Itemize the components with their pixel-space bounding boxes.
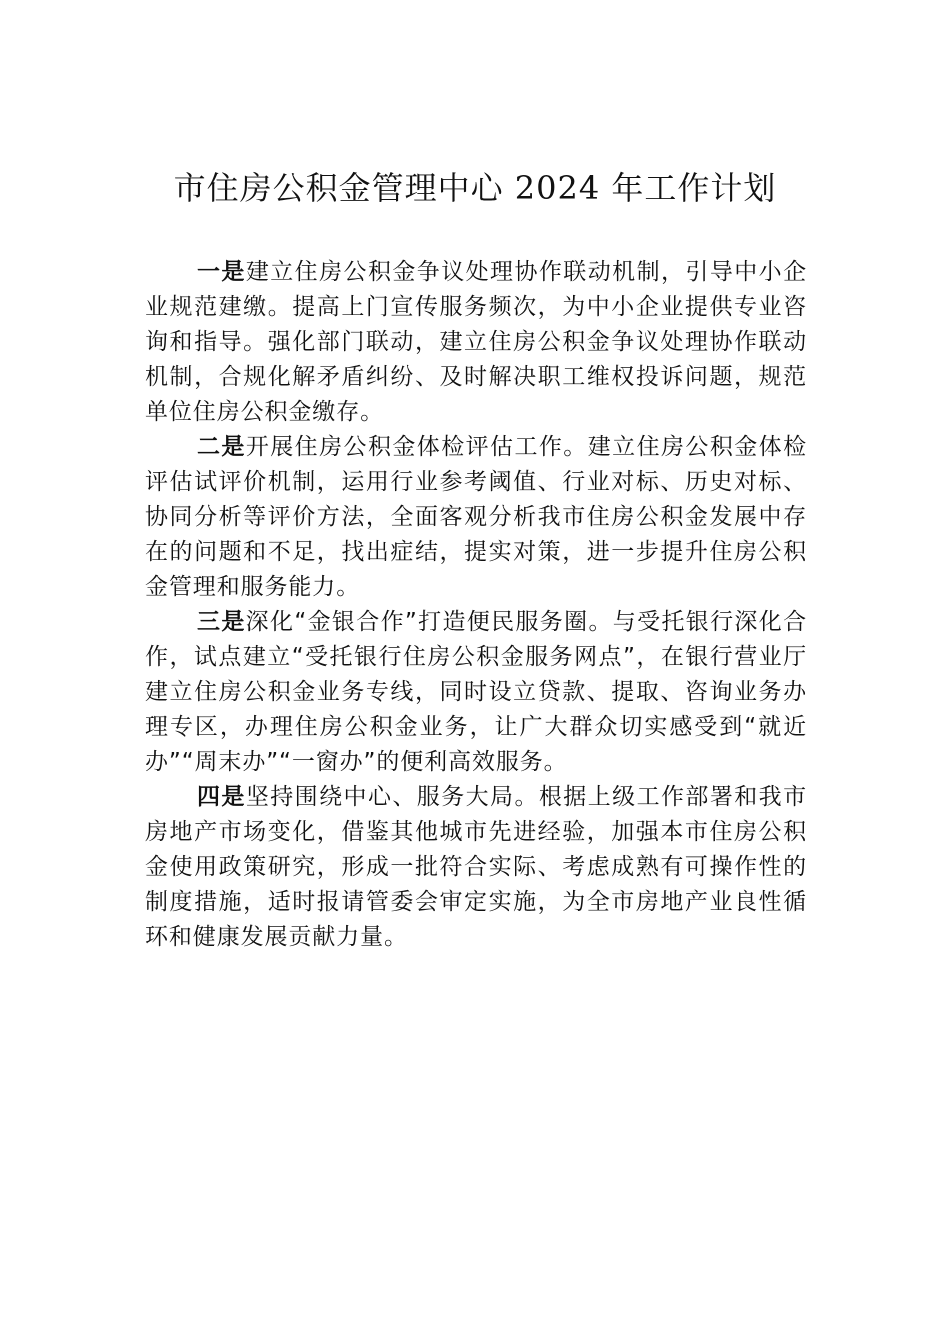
paragraph-3 — [145, 605, 807, 780]
paragraph-lead: 二是 — [197, 434, 246, 460]
paragraph-4 — [145, 780, 807, 955]
paragraph-text: 深化“金银合作”打造便民服务圈。与受托银行深化合作，试点建立“受托银行住房公积金服务网点”，在银行营业厅建立住房公积金业务专线，同时设立贷款、提取、咨询业务办理专区，办理住房公积金业务，让广大群众切实感受到“就近办”“周末办”“一窗办”的便利高效服务。 — [145, 609, 807, 775]
paragraph-lead: 一是 — [197, 259, 246, 285]
paragraph-text: 建立住房公积金争议处理协作联动机制，引导中小企业规范建缴。提高上门宣传服务频次，为中小企业提供专业咨询和指导。强化部门联动，建立住房公积金争议处理协作联动机制，合规化解矛盾纠纷、及时解决职工维权投诉问题，规范单位住房公积金缴存。 — [145, 259, 807, 425]
paragraph-text: 开展住房公积金体检评估工作。建立住房公积金体检评估试评价机制，运用行业参考阈值、行业对标、历史对标、协同分析等评价方法，全面客观分析我市住房公积金发展中存在的问题和不足，找出症结，提实对策，进一步提升住房公积金管理和服务能力。 — [145, 434, 807, 600]
paragraph-2 — [145, 430, 807, 605]
paragraph-text: 坚持围绕中心、服务大局。根据上级工作部署和我市房地产市场变化，借鉴其他城市先进经验，加强本市住房公积金使用政策研究，形成一批符合实际、考虑成熟有可操作性的制度措施，适时报请管委会审定实施，为全市房地产业良性循环和健康发展贡献力量。 — [145, 784, 807, 950]
paragraph-lead: 三是 — [197, 609, 246, 635]
paragraph-lead: 四是 — [197, 784, 246, 810]
document-title: 市住房公积金管理中心 2024 年工作计划 — [173, 169, 777, 207]
document-body — [145, 255, 807, 955]
paragraph-1 — [145, 255, 807, 430]
